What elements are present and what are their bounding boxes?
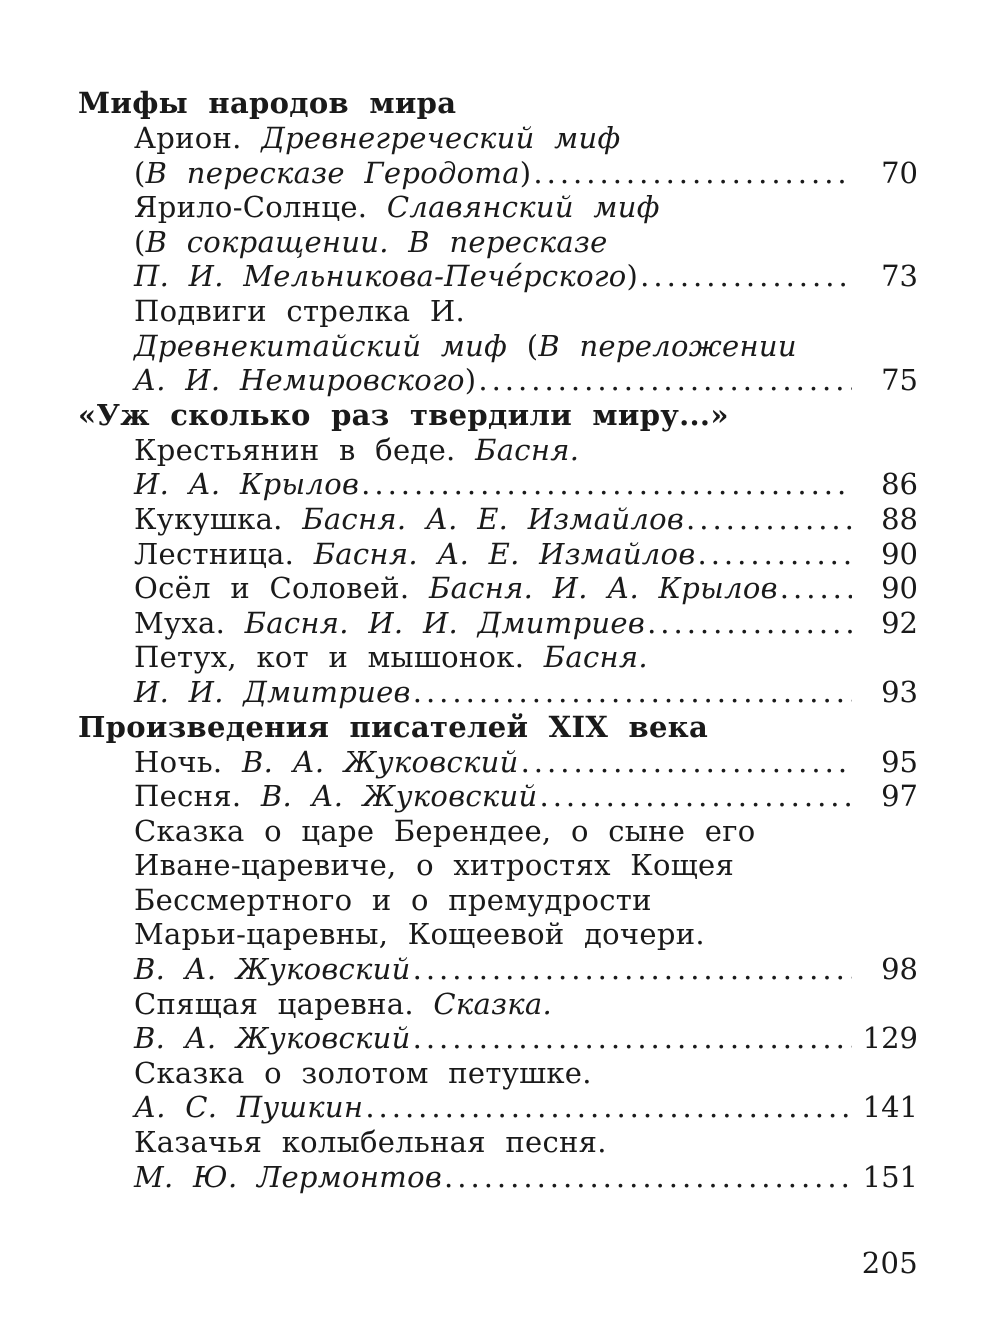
toc-entry-text bbox=[134, 502, 684, 537]
toc-page-number: 86 bbox=[881, 467, 918, 502]
italic-text: Басня. А. Е. Измайлов bbox=[302, 501, 685, 536]
dot-leader bbox=[686, 502, 852, 537]
toc-page-number: 98 bbox=[881, 952, 918, 987]
toc-entry-text bbox=[134, 1090, 363, 1125]
italic-text: А. И. Немировского bbox=[134, 363, 465, 398]
toc-entry-text bbox=[134, 883, 652, 917]
toc-entry-line bbox=[134, 571, 918, 606]
italic-text: Древнекитайский миф bbox=[134, 328, 508, 363]
italic-text: Басня. А. Е. Измайлов bbox=[313, 536, 696, 571]
plain-text: ) bbox=[519, 155, 532, 190]
toc-entry-line bbox=[134, 294, 918, 329]
toc-entry-line bbox=[134, 640, 918, 675]
plain-text: Сказка о золотом петушке. bbox=[134, 1055, 592, 1090]
dot-leader bbox=[361, 467, 852, 502]
dot-leader bbox=[780, 571, 852, 606]
dot-leader bbox=[365, 1090, 852, 1125]
toc-entry-text bbox=[134, 640, 648, 674]
dot-leader bbox=[647, 606, 852, 641]
toc-entry-text bbox=[134, 606, 645, 641]
italic-text: П. И. Мельникова-Печéрского bbox=[134, 259, 627, 294]
toc-entry-text bbox=[134, 537, 696, 572]
plain-text: Петух, кот и мышонок. bbox=[134, 640, 544, 675]
plain-text: Арион. bbox=[134, 121, 262, 155]
italic-text: М. Ю. Лермонтов bbox=[134, 1159, 443, 1194]
toc-entry-line bbox=[134, 225, 918, 260]
plain-text: Муха. bbox=[134, 605, 245, 640]
toc-entry bbox=[78, 294, 918, 398]
plain-text: Спящая царевна. bbox=[134, 986, 434, 1021]
toc-entry-line bbox=[134, 917, 918, 952]
plain-text: Кукушка. bbox=[134, 501, 303, 536]
dot-leader bbox=[533, 156, 852, 191]
toc-entry-line bbox=[134, 745, 918, 780]
plain-text: Песня. bbox=[134, 779, 261, 814]
toc-entry-line bbox=[134, 1056, 918, 1091]
italic-text: Басня. И. А. Крылов bbox=[428, 571, 778, 606]
toc-entry bbox=[78, 121, 918, 190]
toc-entry bbox=[78, 606, 918, 641]
toc-page-number: 141 bbox=[862, 1090, 918, 1125]
toc-entry-text bbox=[134, 1160, 442, 1195]
plain-text: Сказка о царе Берендее, о сыне его bbox=[134, 813, 756, 848]
toc-entry-text bbox=[134, 467, 359, 502]
plain-text: Марьи-царевны, Кощеевой дочери. bbox=[134, 917, 705, 952]
toc-entry-text bbox=[134, 225, 608, 259]
italic-text: И. А. Крылов bbox=[134, 467, 360, 502]
toc-entry bbox=[78, 190, 918, 294]
toc-section bbox=[78, 398, 918, 710]
toc-entry bbox=[78, 814, 918, 987]
section-title: Мифы народов мира bbox=[78, 86, 457, 120]
dot-leader bbox=[478, 363, 852, 398]
toc-entry-line bbox=[134, 156, 918, 191]
toc-entry-text bbox=[134, 571, 778, 606]
plain-text: Крестьянин в беде. bbox=[134, 432, 476, 467]
toc-entry-line bbox=[134, 121, 918, 156]
dot-leader bbox=[413, 675, 852, 710]
toc-entry-text bbox=[134, 917, 705, 951]
toc-entry bbox=[78, 502, 918, 537]
italic-text: Сказка. bbox=[433, 986, 552, 1021]
toc-entry-line bbox=[134, 814, 918, 849]
toc-page-number: 97 bbox=[881, 779, 918, 814]
italic-text: Басня. bbox=[475, 432, 580, 467]
toc-entry-text bbox=[134, 1021, 411, 1056]
toc-entry-line bbox=[134, 883, 918, 918]
toc-entry-text bbox=[134, 121, 620, 155]
toc-entry-line bbox=[134, 1090, 918, 1125]
toc-section bbox=[78, 710, 918, 1195]
toc-entry-text bbox=[134, 363, 476, 398]
toc-entry-line bbox=[134, 1125, 918, 1160]
italic-text: Древнегреческий миф bbox=[261, 121, 621, 155]
italic-text: В. А. Жуковский bbox=[260, 779, 538, 814]
toc-entry bbox=[78, 571, 918, 606]
toc-entry-line bbox=[134, 606, 918, 641]
toc-entry-line bbox=[134, 537, 918, 572]
italic-text: В пересказе Геродота bbox=[145, 155, 520, 190]
toc-page-number: 90 bbox=[881, 536, 918, 571]
toc-entry bbox=[78, 640, 918, 709]
dot-leader bbox=[640, 259, 852, 294]
toc-page-number: 73 bbox=[881, 259, 918, 294]
toc-section bbox=[78, 86, 918, 398]
italic-text: В переложении bbox=[538, 328, 797, 363]
toc-entry-line bbox=[134, 363, 918, 398]
toc-entry bbox=[78, 537, 918, 572]
dot-leader bbox=[444, 1160, 852, 1195]
page-number: 205 bbox=[861, 1246, 918, 1280]
toc-page-number: 75 bbox=[881, 363, 918, 398]
plain-text: Лестница. bbox=[134, 536, 314, 571]
toc-entry-list bbox=[78, 433, 918, 710]
plain-text: ( bbox=[134, 155, 146, 190]
toc-entry-line bbox=[134, 987, 918, 1022]
plain-text: Подвиги стрелка И. bbox=[134, 293, 465, 328]
toc-entry-text bbox=[134, 190, 660, 224]
toc-entry-text bbox=[134, 433, 579, 467]
toc-entry bbox=[78, 779, 918, 814]
toc-entry-text bbox=[134, 848, 734, 882]
dot-leader bbox=[539, 779, 852, 814]
italic-text: Басня. И. И. Дмитриев bbox=[244, 605, 646, 640]
toc-entry-line bbox=[134, 467, 918, 502]
toc-entry-text bbox=[134, 987, 552, 1021]
plain-text: Бессмертного и о премудрости bbox=[134, 882, 652, 917]
toc-entry-line bbox=[134, 1021, 918, 1056]
italic-text: В. А. Жуковский bbox=[134, 1021, 411, 1056]
plain-text: Иване-царевиче, о хитростях Кощея bbox=[134, 848, 735, 883]
toc-page-number: 129 bbox=[862, 1021, 918, 1056]
italic-text: И. И. Дмитриев bbox=[134, 674, 411, 709]
toc-entry-list bbox=[78, 745, 918, 1195]
toc-entry-line bbox=[134, 779, 918, 814]
toc-page-number: 95 bbox=[881, 744, 918, 779]
toc-entry-line bbox=[134, 848, 918, 883]
toc-entry-text bbox=[134, 1125, 607, 1159]
plain-text: ( bbox=[507, 328, 539, 363]
toc-entry-text bbox=[134, 329, 797, 363]
toc-entry-line bbox=[134, 329, 918, 364]
toc-entry-text bbox=[134, 156, 531, 191]
section-title: «Уж сколько раз твердили миру...» bbox=[78, 397, 729, 432]
toc-entry-line bbox=[134, 259, 918, 294]
toc-page-number: 88 bbox=[881, 501, 918, 536]
toc-entry-list bbox=[78, 121, 918, 398]
toc-entry-text bbox=[134, 814, 755, 848]
plain-text: ) bbox=[464, 363, 477, 398]
dot-leader bbox=[698, 537, 853, 572]
italic-text: Славянский миф bbox=[386, 190, 660, 225]
plain-text: Ночь. bbox=[134, 744, 242, 779]
toc-page-number: 93 bbox=[881, 674, 918, 709]
toc-entry-text bbox=[134, 745, 519, 780]
italic-text: В. А. Жуковский bbox=[134, 952, 411, 987]
toc-entry-text bbox=[134, 294, 465, 328]
dot-leader bbox=[413, 1021, 852, 1056]
dot-leader bbox=[413, 952, 852, 987]
toc-entry-line bbox=[134, 190, 918, 225]
toc-entry bbox=[78, 745, 918, 780]
plain-text: ) bbox=[626, 259, 639, 294]
toc-entry-line bbox=[134, 433, 918, 468]
italic-text: В. А. Жуковский bbox=[241, 744, 519, 779]
plain-text: ( bbox=[134, 224, 146, 259]
dot-leader bbox=[521, 745, 852, 780]
toc-entry bbox=[78, 1125, 918, 1194]
toc-entry-text bbox=[134, 259, 638, 294]
toc-page-number: 151 bbox=[862, 1159, 918, 1194]
italic-text: А. С. Пушкин bbox=[134, 1090, 364, 1125]
toc-entry bbox=[78, 1056, 918, 1125]
italic-text: В сокращении. В пересказе bbox=[145, 224, 608, 259]
toc-entry bbox=[78, 987, 918, 1056]
italic-text: Басня. bbox=[543, 640, 648, 675]
toc-page-number: 92 bbox=[881, 605, 918, 640]
table-of-contents bbox=[78, 86, 918, 1194]
toc-entry-line bbox=[134, 952, 918, 987]
toc-entry-line bbox=[134, 675, 918, 710]
toc-entry-line bbox=[134, 1160, 918, 1195]
toc-entry bbox=[78, 433, 918, 502]
toc-page-number: 90 bbox=[881, 571, 918, 606]
toc-entry-text bbox=[134, 675, 411, 710]
plain-text: Ярило-Солнце. bbox=[134, 190, 387, 225]
plain-text: Казачья колыбельная песня. bbox=[134, 1125, 607, 1160]
toc-page-number: 70 bbox=[881, 155, 918, 190]
toc-entry-text bbox=[134, 779, 537, 814]
toc-entry-text bbox=[134, 1056, 592, 1090]
toc-entry-text bbox=[134, 952, 411, 987]
toc-entry-line bbox=[134, 502, 918, 537]
section-title: Произведения писателей XIX века bbox=[78, 709, 709, 744]
plain-text: Осёл и Соловей. bbox=[134, 571, 429, 606]
